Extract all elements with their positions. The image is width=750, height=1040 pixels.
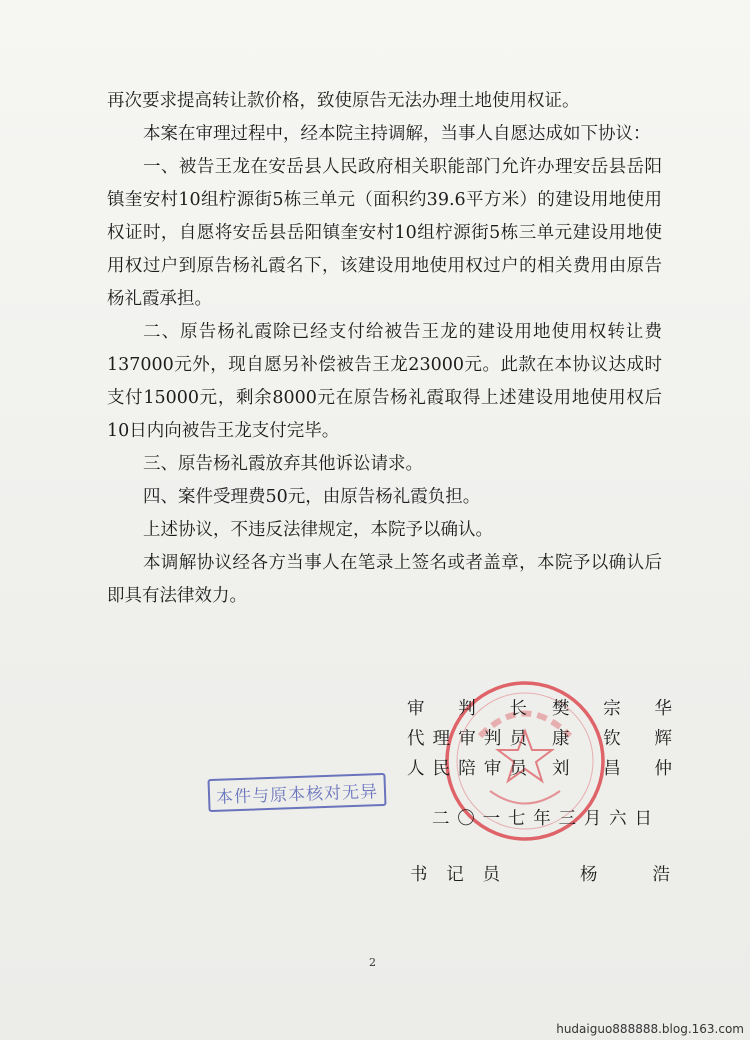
signature-role: 人民陪审员 [407, 759, 527, 779]
signature-name: 康钦辉 [552, 729, 672, 749]
paragraph-continuation: 再次要求提高转让款价格，致使原告无法办理土地使用权证。 [107, 91, 580, 111]
copy-verified-stamp: 本件与原本核对无异 [207, 773, 386, 812]
paragraph-legal-effect: 本调解协议经各方当事人在笔录上签名或者盖章，本院予以确认后即具有法律效力。 [107, 553, 662, 606]
page-number: 2 [369, 956, 376, 969]
footer-watermark-text: hudaiguo888888.blog.163.com [556, 1022, 744, 1036]
clerk-name: 杨浩 [580, 865, 670, 885]
signature-row [407, 754, 672, 784]
signature-row [407, 694, 672, 724]
paragraph-confirmation: 上述协议，不违反法律规定，本院予以确认。 [143, 520, 493, 540]
document-body [107, 85, 662, 613]
signature-block [407, 694, 672, 784]
paragraph-item-4: 四、案件受理费50元，由原告杨礼霞负担。 [143, 487, 481, 507]
paragraph-item-3: 三、原告杨礼霞放弃其他诉讼请求。 [143, 454, 423, 474]
clerk-line [410, 861, 670, 886]
signature-name: 樊宗华 [552, 699, 672, 719]
signature-role: 代理审判员 [407, 729, 527, 749]
document-date: 二〇一七年三月六日 [432, 809, 652, 829]
paragraph-item-2: 二、原告杨礼霞除已经支付给被告王龙的建设用地使用权转让费137000元外，现自愿另补偿被告王龙23000元。此款在本协议达成时支付15000元，剩余8000元在原告杨礼霞取得上述建设用地使用权后10日内向被告王龙支付完毕。 [107, 322, 662, 441]
signature-role: 审判长 [407, 699, 527, 719]
clerk-role: 书记员 [410, 865, 500, 885]
signature-row [407, 724, 672, 754]
paragraph-item-1: 一、被告王龙在安岳县人民政府相关职能部门允许办理安岳县岳阳镇奎安村10组柠源街5栋三单元（面积约39.6平方米）的建设用地使用权证时，自愿将安岳县岳阳镇奎安村10组柠源街5栋三单元建设用地使用权过户到原告杨礼霞名下，该建设用地使用权过户的相关费用由原告杨礼霞承担。 [107, 157, 662, 309]
signature-name: 刘昌仲 [552, 759, 672, 779]
paragraph-mediation-intro: 本案在审理过程中，经本院主持调解，当事人自愿达成如下协议： [143, 124, 651, 144]
